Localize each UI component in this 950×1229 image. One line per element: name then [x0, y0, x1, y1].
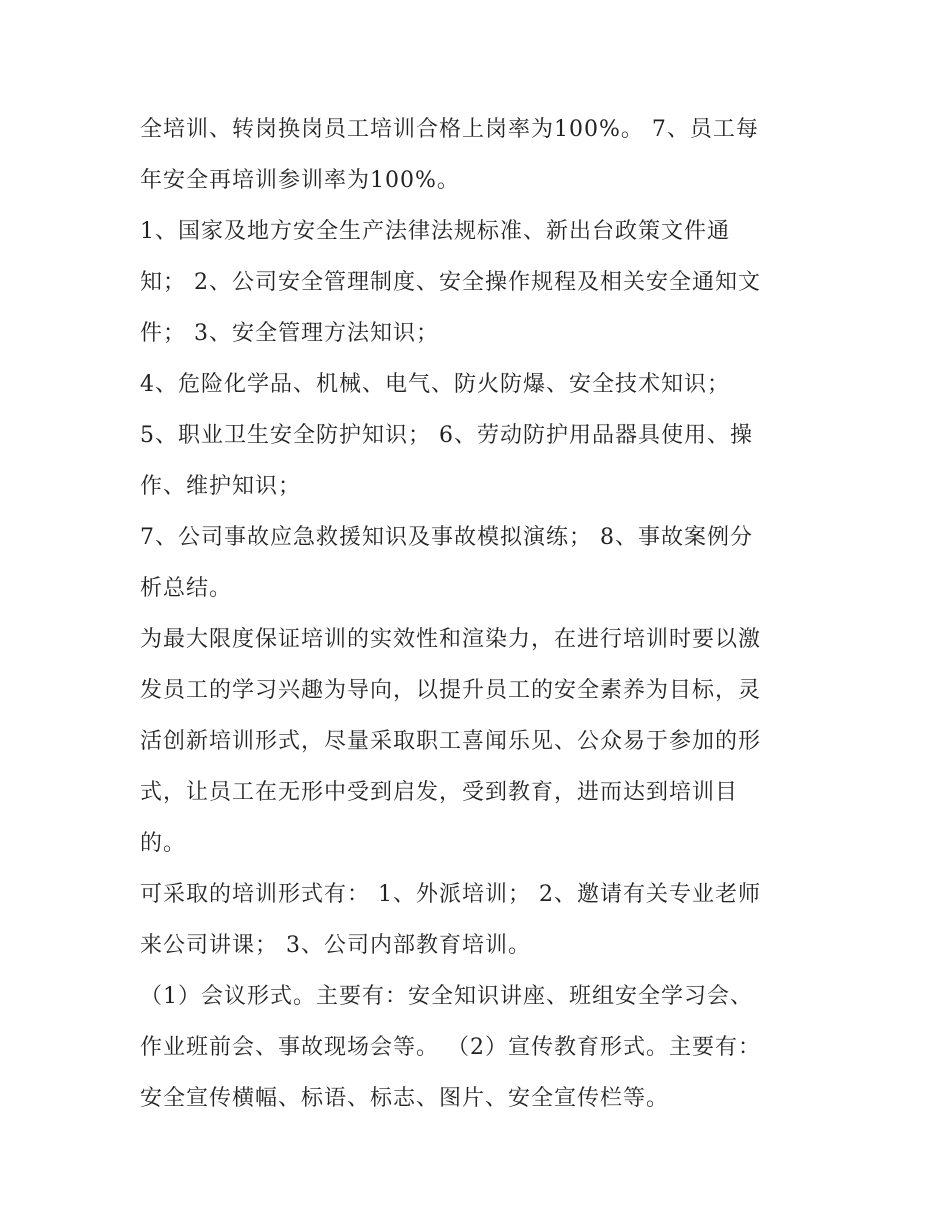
text-line: 可采取的培训形式有： 1、外派培训； 2、邀请有关专业老师	[140, 882, 761, 907]
text-line: 安全宣传横幅、标语、标志、图片、安全宣传栏等。	[140, 1086, 670, 1111]
text-line: 作业班前会、事故现场会等。 （2）宣传教育形式。主要有：	[140, 1035, 761, 1060]
text-line: 发员工的学习兴趣为导向，以提升员工的安全素养为目标，灵	[140, 678, 762, 703]
text-line: 全培训、转岗换岗员工培训合格上岗率为100%。 7、员工每	[140, 117, 759, 142]
text-line: 来公司讲课； 3、公司内部教育培训。	[140, 933, 531, 958]
text-line: 析总结。	[140, 576, 233, 601]
text-line: 4、危险化学品、机械、电气、防火防爆、安全技术知识；	[140, 372, 730, 397]
text-line: 知； 2、公司安全管理制度、安全操作规程及相关安全通知文	[140, 270, 761, 295]
text-line: 年安全再培训参训率为100%。	[140, 168, 460, 193]
text-line: 式，让员工在无形中受到启发，受到教育，进而达到培训目	[140, 780, 739, 805]
text-line: 1、国家及地方安全生产法律法规标准、新出台政策文件通	[140, 219, 730, 244]
text-line: 件； 3、安全管理方法知识；	[140, 321, 439, 346]
text-line: 5、职业卫生安全防护知识； 6、劳动防护用品器具使用、操	[140, 423, 753, 448]
text-line: 7、公司事故应急救援知识及事故模拟演练； 8、事故案例分	[140, 525, 753, 550]
text-line: 作、维护知识；	[140, 474, 302, 499]
text-line: 活创新培训形式，尽量采取职工喜闻乐见、公众易于参加的形	[140, 729, 762, 754]
text-line: 的。	[140, 831, 187, 856]
text-line: 为最大限度保证培训的实效性和渲染力，在进行培训时要以激	[140, 627, 762, 652]
document-body	[140, 104, 820, 1124]
text-line: （1）会议形式。主要有：安全知识讲座、班组安全学习会、	[140, 984, 753, 1009]
